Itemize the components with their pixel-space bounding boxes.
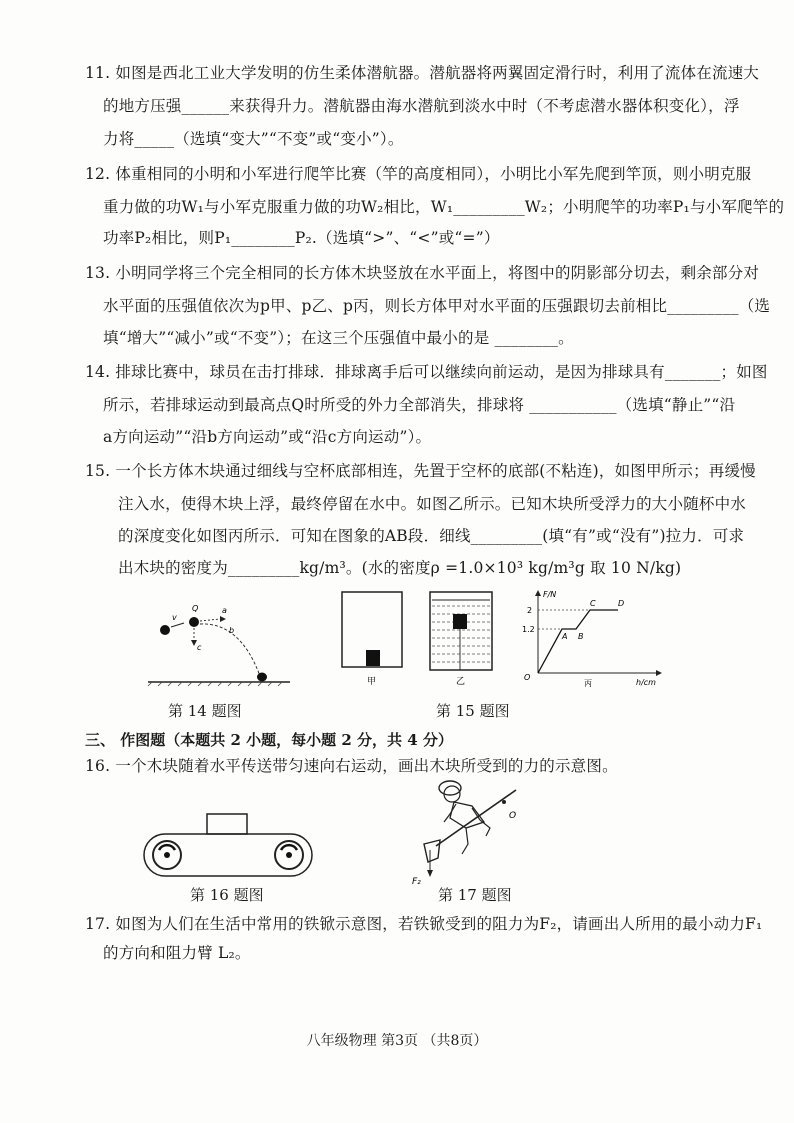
q11-line-3: 力将_____（选填“变大”“不变”或“变小”）。	[103, 130, 404, 148]
fig15-label-bing: 丙	[584, 679, 592, 688]
q13-line-1: 13. 小明同学将三个完全相同的长方体木块竖放在水平面上，将图中的阴影部分切去，剩余部分对	[85, 264, 760, 282]
fig15-origin-label: O	[524, 673, 531, 682]
fig15-curve	[538, 610, 618, 673]
q17-line-1: 17. 如图为人们在生活中常用的铁锨示意图，若铁锨受到的阻力为F₂，请画出人所用的最小动力F₁	[85, 915, 763, 933]
q15-line-4: 出木块的密度为_________kg/m³。(水的密度ρ =1.0×10³ kg/m³g 取 10 N/kg)	[118, 559, 682, 577]
fig15-label-jia: 甲	[367, 677, 377, 687]
fig15-y-axis-label: F/N	[543, 590, 557, 599]
q12-line-3: 功率P₂相比，则P₁________P₂.（选填“>”、“<”或“=”）	[103, 229, 500, 247]
fig14-label-b: b	[229, 626, 235, 635]
fig16-left-wheel-spin	[159, 845, 175, 850]
page-footer: 八年级物理 第3页 （共8页）	[306, 1033, 488, 1049]
fig14-ball-start	[160, 625, 170, 635]
fig17-label-f2: F₂	[412, 877, 421, 887]
fig15-tick-1-2: 1.2	[522, 625, 535, 634]
q14-line-2: 所示，若排球运动到最高点Q时所受的外力全部消失，排球将 ___________（选填“静止”“沿	[103, 396, 736, 414]
fig14-label-c: c	[197, 643, 202, 652]
q15-line-3: 的深度变化如图丙所示．可知在图象的AB段．细线_________(填“有”或“没有”)拉力．可求	[118, 527, 745, 545]
fig14-ball-q	[189, 617, 199, 627]
fig17-diagram	[410, 778, 530, 888]
fig15-caption: 第 15 题图	[436, 702, 510, 720]
fig14-caption: 第 14 题图	[168, 702, 242, 720]
fig14-label-q: Q	[192, 604, 199, 613]
fig15-x-arrow	[656, 670, 662, 676]
fig16-right-wheel-spin	[281, 845, 297, 850]
fig17-pivot-o	[502, 800, 506, 804]
fig15-point-b: B	[578, 632, 584, 641]
fig17-shovel-handle	[436, 790, 516, 846]
fig16-belt-left	[144, 834, 165, 876]
q11-line-1: 11. 如图是西北工业大学发明的仿生柔体潜航器。潜航器将两翼固定滑行时，利用了流体在流速大	[85, 64, 760, 82]
fig17-label-o: O	[509, 811, 517, 821]
fig15-yi-diagram	[428, 590, 498, 690]
fig16-diagram	[145, 810, 315, 880]
fig15-label-yi: 乙	[456, 677, 466, 687]
fig15-yi-block	[453, 614, 467, 629]
fig15-bing-graph	[518, 588, 678, 688]
fig17-f2-arrowhead	[427, 870, 433, 877]
fig15-yi-cup	[430, 592, 492, 670]
q13-line-2: 水平面的压强值依次为p甲、p乙、p丙，则长方体甲对水平面的压强跟切去前相比_________（选	[103, 297, 771, 315]
fig16-left-axle	[164, 852, 170, 858]
q14-line-3: a方向运动”“沿b方向运动”或“沿c方向运动”）。	[103, 428, 432, 446]
fig14-label-a: a	[222, 606, 227, 615]
q17-line-2: 的方向和阻力臂 L₂。	[103, 944, 251, 962]
fig16-right-axle	[286, 852, 292, 858]
fig14-arrow-a	[200, 619, 220, 621]
fig15-y-arrow	[535, 590, 541, 596]
q13-line-3: 填“增大”“减小”或“不变”）；在这三个压强值中最小的是 ________。	[103, 329, 574, 347]
fig16-belt-right	[291, 834, 312, 876]
q14-line-1: 14. 排球比赛中，球员在击打排球．排球离手后可以继续向前运动，是因为排球具有_______；如图	[85, 363, 768, 381]
fig14-label-v: v	[172, 613, 177, 622]
fig16-wood-block	[207, 814, 247, 834]
fig14-diagram	[140, 600, 300, 690]
q15-line-2: 注入水，使得木块上浮，最终停留在水中。如图乙所示。已知木块所受浮力的大小随杯中水	[118, 495, 747, 513]
fig15-jia-diagram	[340, 590, 410, 690]
fig17-arm	[444, 804, 456, 822]
fig15-point-a: A	[562, 632, 568, 641]
fig17-shovel-blade	[424, 840, 440, 862]
q15-line-1: 15. 一个长方体木块通过细线与空杯底部相连，先置于空杯的底部(不粘连)，如图甲所示；再缓慢	[85, 462, 756, 480]
fig17-caption: 第 17 题图	[438, 886, 512, 904]
fig15-point-d: D	[618, 599, 625, 608]
q16-line-1: 16. 一个木块随着水平传送带匀速向右运动，画出木块所受到的力的示意图。	[85, 757, 618, 775]
q12-line-1: 12. 体重相同的小明和小军进行爬竿比赛（竿的高度相同），小明比小军先爬到竿顶，则小明克服	[85, 165, 752, 183]
fig14-arrowhead-a	[220, 616, 226, 622]
fig15-jia-block	[366, 650, 380, 666]
section-3-heading: 三、 作图题（本题共 2 小题，每小题 2 分，共 4 分）	[85, 731, 453, 749]
fig15-point-c: C	[590, 599, 596, 608]
q11-line-2: 的地方压强______来获得升力。潜航器由海水潜航到淡水中时（不考虑潜水器体积变化），浮	[103, 97, 740, 115]
fig17-front-leg	[462, 828, 468, 854]
fig14-ball-landing	[257, 673, 267, 682]
fig15-tick-2: 2	[527, 606, 533, 615]
fig17-back-leg	[472, 808, 490, 836]
fig14-velocity-arrow	[171, 623, 184, 627]
fig15-x-axis-label: h/cm	[636, 678, 656, 687]
fig16-caption: 第 16 题图	[190, 886, 264, 904]
q12-line-2: 重力做的功W₁与小军克服重力做的功W₂相比，W₁_________W₂；小明爬竿的功率P₁与小军爬竿的	[103, 198, 785, 216]
